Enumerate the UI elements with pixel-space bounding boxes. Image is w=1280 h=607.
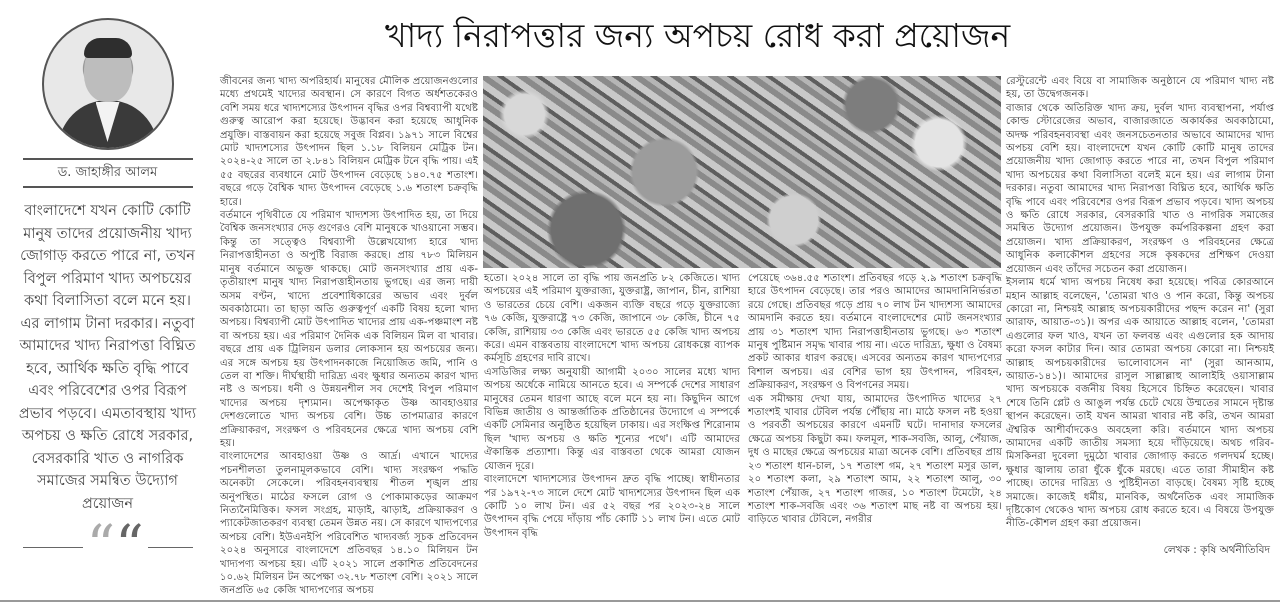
author-sidebar [0, 18, 215, 579]
pull-quote: বাংলাদেশে যখন কোটি কোটি মানুষ তাদের প্রয়োজনীয় খাদ্য জোগাড় করতে পারে না, তখন বিপুল পরিমাণ খাদ্য অপচয়ের কথা বিলাসিতা বলে মনে হয়। এর লাগাম টানা দরকার। নতুবা আমাদের খাদ্য নিরাপত্তা বিঘ্নিত হবে, আর্থিক ক্ষতি বৃদ্ধি পাবে এবং পরিবেশের ওপর বিরূপ প্রভাব পড়বে। এমতাবস্থায় খাদ্য অপচয় ও ক্ষতি রোধে সরকার, বেসরকারি খাত ও নাগরিক সমাজের সমন্বিত উদ্যোগ প্রয়োজন [18, 203, 197, 512]
quote-marks-icon: ““ [83, 519, 148, 569]
article-column-4 [1006, 75, 1274, 557]
paragraph: ইসলাম ধর্মে খাদ্য অপচয় নিষেধ করা হয়েছে। পবিত্র কোরআনে মহান আল্লাহ বলেছেন, 'তোমরা খাও ও পান করো, কিন্তু অপচয় কোরো না, নিশ্চয়ই আল্লাহ অপচয়কারীদের পছন্দ করেন না' (সুরা আরাফ, আয়াত-৩১)। অপর এক আয়াতে আল্লাহ বলেন, 'তোমরা এগুলোর ফল খাও, যখন তা ফলবন্ত এবং এগুলোর হক আদায় করো ফসল কাটার দিন। আর তোমরা অপচয় কোরো না। নিশ্চয়ই আল্লাহ অপচয়কারীদের ভালোবাসেন না' (সুরা আনআম, আয়াত-১৪১)। আমাদের রাসুল সাল্লাল্লাহু আলাইহি ওয়াসাল্লাম খাদ্য অপচয়কে বর্জনীয় বিষয় হিসেবে চিহ্নিত করেছেন। খাবার শেষে তিনি প্লেট ও আঙুল পর্যন্ত চেটে খেয়ে উম্মতের সামনে দৃষ্টান্ত স্থাপন করেছেন। তাই যখন আমরা খাবার নষ্ট করি, তখন আমরা ঐশ্বরিক আশীর্বাদকেও অবহেলা করি। বর্তমানে খাদ্য অপচয় আমাদের একটি জাতীয় সমস্যা হয়ে দাঁড়িয়েছে। অথচ গরিব-মিসকিনরা দুবেলা দুমুঠো খাবার জোগাড় করতে গলদঘর্ম হচ্ছে। ক্ষুধার জ্বালায় তারা ধুঁকে ধুঁকে মরছে। এতে তারা সীমাহীন কষ্ট পাচ্ছে। তাদের দারিদ্র্য ও পুষ্টিহীনতা বাড়ছে। বৈষম্য সৃষ্টি হচ্ছে সমাজে। কাজেই ধর্মীয়, মানবিক, অর্থনৈতিক এবং সামাজিক দৃষ্টিকোণ থেকেও খাদ্য অপচয় রোধ করতে হবে। এ বিষয়ে উপযুক্ত নীতি-কৌশল গ্রহণ করা প্রয়োজন। [1006, 277, 1274, 530]
paragraph: বর্তমানে পৃথিবীতে যে পরিমাণ খাদ্যশস্য উৎপাদিত হয়, তা দিয়ে বৈশ্বিক জনসংখ্যার দেড় গুণেরও বেশি মানুষকে খাওয়ানো সম্ভব। কিন্তু তা সত্ত্বেও বিশ্বব্যাপী উল্লেখযোগ্য হারে খাদ্য নিরাপত্তাহীনতা ও অপুষ্টি বিরাজ করছে। প্রায় ৭৮৩ মিলিয়ন মানুষ বর্তমানে অভুক্ত থাকছে। মোট জনসংখ্যার প্রায় এক-তৃতীয়াংশ মানুষ খাদ্য নিরাপত্তাহীনতায় ভুগছে। এর জন্য দায়ী অসম বণ্টন, খাদ্যে প্রবেশাধিকারের অভাব এবং দুর্বল অবকাঠামো। তা ছাড়া অতি গুরুত্বপূর্ণ একটি বিষয় হলো খাদ্য অপচয়। বিশ্বব্যাপী মোট উৎপাদিত খাদ্যের প্রায় এক-পঞ্চমাংশ নষ্ট বা অপচয় হয়। এর পরিমাণ দৈনিক এক বিলিয়ন মিল বা খাবার। বছরে প্রায় এক ট্রিলিয়ন ডলার লোকসান হয় অপচয়ের জন্য। এর সঙ্গে অপচয় হয় উৎপাদনকাজে নিয়োজিত জমি, পানি ও তেল বা শক্তি। দীর্ঘস্থায়ী দারিদ্র্য এবং ক্ষুধার অন্যতম কারণ খাদ্য নষ্ট ও অপচয়। ধনী ও উন্নয়নশীল সব দেশেই বিপুল পরিমাণ খাদ্যের অপচয় দৃশ্যমান। অপেক্ষাকৃত উষ্ণ আবহাওয়ার দেশগুলোতে খাদ্য অপচয় বেশি। উচ্চ তাপমাত্রার কারণে প্রক্রিয়াকরণ, সংরক্ষণ ও পরিবহনের ক্ষেত্রে খাদ্য অপচয় বেশি হয়। [220, 210, 478, 449]
paragraph: বাংলাদেশের আবহাওয়া উষ্ণ ও আর্দ্র। এখানে খাদ্যের পচনশীলতা তুলনামূলকভাবে বেশি। খাদ্য সংরক্ষণ পদ্ধতি অনেকটা সেকেলে। পরিবহনব্যবস্থায় শীতল শৃঙ্খল প্রায় অনুপস্থিত। মাঠের ফসলে রোগ ও পোকামাকড়ের আক্রমণ নিত্যনৈমিত্তিক। ফসল সংগ্রহ, মাড়াই, ঝাড়াই, প্রক্রিয়াকরণ ও প্যাকেটজাতকরণ ব্যবস্থা তেমন উন্নত নয়। সে কারণে খাদ্যপণ্যের অপচয় বেশি। ইউএনইপি পরিবেশিত খাদ্যবর্জ্য সূচক প্রতিবেদন ২০২৪ অনুসারে বাংলাদেশে প্রতিবছর ১৪.১০ মিলিয়ন টন খাদ্যপণ্য অপচয় হয়। এটি ২০২১ সালে প্রকাশিত প্রতিবেদনের ১০.৬২ মিলিয়ন টন অপেক্ষা ৩২.৭৮ শতাংশ বেশি। ২০২১ সালে জনপ্রতি ৬৫ কেজি খাদ্যপণ্যের অপচয় [220, 451, 478, 597]
author-byline: লেখক : কৃষি অর্থনীতিবিদ [1163, 543, 1270, 556]
paragraph: জীবনের জন্য খাদ্য অপরিহার্য। মানুষের মৌলিক প্রয়োজনগুলোর মধ্যে প্রথমেই খাদ্যের অবস্থান। সে কারণে বিগত অর্ধশতকেরও বেশি সময় ধরে খাদ্যশস্যের উৎপাদন বৃদ্ধির ওপর বিশ্বব্যাপী যথেষ্ট গুরুত্ব আরোপ করা হয়েছে। উদ্ভাবন করা হয়েছে আধুনিক প্রযুক্তি। বাস্তবায়ন করা হয়েছে সবুজ বিপ্লব। ১৯৭১ সালে বিশ্বের মোট খাদ্যশস্যের উৎপাদন ছিল ১.১৮ বিলিয়ন মেট্রিক টন। ২০২৪-২৫ সালে তা ২.৮৪১ বিলিয়ন মেট্রিক টনে বৃদ্ধি পায়। এই ৫৫ বছরের ব্যবধানে মোট উৎপাদন বেড়েছে ১৪০.৭৫ শতাংশ। বছরে গড়ে বৈশ্বিক খাদ্য উৎপাদন বেড়েছে ১.৬ শতাংশ চক্রবৃদ্ধি হারে। [220, 76, 478, 208]
headline: খাদ্য নিরাপত্তার জন্য অপচয় রোধ করা প্রয়োজন [385, 16, 1011, 55]
article-column-2 [484, 272, 740, 540]
paragraph: এক সমীক্ষায় দেখা যায়, আমাদের উৎপাদিত খাদ্যের ২৭ শতাংশই খাবার টেবিল পর্যন্ত পৌঁছায় না। মাঠে ফসল নষ্ট হওয়া ও পরবর্তী অপচয়ের কারণে এমনটি ঘটে। দানাদার ফসলের ক্ষেত্রে অপচয় কিছুটা কম। ফলমূল, শাক-সবজি, আলু, পেঁয়াজ, দুধ ও মাছের ক্ষেত্রে অপচয়ের মাত্রা অনেক বেশি। প্রতিবছর প্রায় ২৩ শতাংশ ধান-চাল, ১৭ শতাংশ গম, ২৭ শতাংশ মসুর ডাল, ২০ শতাংশ কলা, ২৯ শতাংশ আম, ২২ শতাংশ আলু, ৩০ শতাংশ পেঁয়াজ, ২৭ শতাংশ গাজর, ১০ শতাংশ টমেটো, ২৪ শতাংশ শাক-সবজি এবং ৩৬ শতাংশ মাছ নষ্ট বা অপচয় হয়। বাড়িতে খাবার টেবিলে, নগরীর [748, 393, 1002, 526]
paragraph: হতো। ২০২৪ সালে তা বৃদ্ধি পায় জনপ্রতি ৮২ কেজিতে। খাদ্য অপচয়ের এই পরিমাণ যুক্তরাজ্য, যুক্তরাষ্ট্র, জাপান, চীন, রাশিয়া ও ভারতের চেয়ে বেশি। একজন ব্যক্তি বছরে গড়ে যুক্তরাজ্যে ৭৬ কেজি, যুক্তরাষ্ট্রে ৭৩ কেজি, জাপানে ৩৮ কেজি, চীনে ৭৫ কেজি, রাশিয়ায় ৩৩ কেজি এবং ভারতে ৫৫ কেজি খাদ্য অপচয় করে। এমন বাস্তবতায় বাংলাদেশে খাদ্য অপচয় রোধকল্পে ব্যাপক কর্মসূচি গ্রহণের দাবি রাখে। [484, 273, 740, 365]
divider [23, 186, 193, 188]
article-column-1 [220, 75, 478, 598]
paragraph: পেয়েছে ৩৬৪.৫৫ শতাংশ। প্রতিবছর গড়ে ২.৯ শতাংশ চক্রবৃদ্ধি হারে উৎপাদন বেড়েছে। তার পরও আমাদের আমদানিনির্ভরতা রয়ে গেছে। প্রতিবছর গড়ে প্রায় ৭০ লাখ টন খাদ্যশস্য আমাদের আমদানি করতে হয়। বর্তমানে বাংলাদেশের মোট জনসংখ্যার প্রায় ৩১ শতাংশ খাদ্য নিরাপত্তাহীনতায় ভুগছে। ৬৩ শতাংশ মানুষ পুষ্টিমান সমৃদ্ধ খাবার পায় না। এতে দারিদ্র্য, ক্ষুধা ও বৈষম্য প্রকট আকার ধারণ করছে। এসবের অন্যতম কারণ খাদ্যপণ্যের বিশাল অপচয়। এর বেশির ভাগ হয় উৎপাদন, পরিবহন, প্রক্রিয়াকরণ, সংরক্ষণ ও বিপণনের সময়। [748, 273, 1002, 392]
author-photo [42, 18, 174, 150]
paragraph: এসডিজির লক্ষ্য অনুযায়ী আগামী ২০৩০ সালের মধ্যে খাদ্য অপচয় অর্ধেকে নামিয়ে আনতে হবে। এ সম্পর্কে দেশের সাধারণ মানুষের তেমন ধারণা আছে বলে মনে হয় না। কিছুদিন আগে বিভিন্ন জাতীয় ও আন্তর্জাতিক প্রতিষ্ঠানের উদ্যোগে এ সম্পর্কে একটি সেমিনার অনুষ্ঠিত হয়েছিল ঢাকায়। এর সংক্ষিপ্ত শিরোনাম ছিল 'খাদ্য অপচয় ও ক্ষতি শূন্যের পথে'। এটি আমাদের ঐকান্তিক প্রত্যাশা। কিন্তু এর বাস্তবতা থেকে আমরা যোজন যোজন দূরে। [484, 366, 740, 472]
divider [23, 158, 193, 160]
paragraph: বাজার থেকে অতিরিক্ত খাদ্য ক্রয়, দুর্বল খাদ্য ব্যবস্থাপনা, পর্যাপ্ত কোল্ড স্টোরেজের অভাব, বাজারজাতে অকার্যকর অবকাঠামো, অদক্ষ পরিবহনব্যবস্থা এবং জনসচেতনতার অভাবে আমাদের খাদ্য অপচয় বেশি হয়। বাংলাদেশে যখন কোটি কোটি মানুষ তাদের প্রয়োজনীয় খাদ্য জোগাড় করতে পারে না, তখন বিপুল পরিমাণ খাদ্য অপচয়ের কথা বিলাসিতা বলেই মনে হয়। এর লাগাম টানা দরকার। নতুবা আমাদের খাদ্য নিরাপত্তা বিঘ্নিত হবে, আর্থিক ক্ষতি বৃদ্ধি পাবে এবং পরিবেশের ওপর বিরূপ প্রভাব পড়বে। খাদ্য অপচয় ও ক্ষতি রোধে সরকার, বেসরকারি খাত ও নাগরিক সমাজের সমন্বিত উদ্যোগ প্রয়োজন। উপযুক্ত কর্মপরিকল্পনা গ্রহণ করা প্রয়োজন। খাদ্য প্রক্রিয়াকরণ, সংরক্ষণ ও পরিবহনের ক্ষেত্রে আধুনিক কলাকৌশল গ্রহণের সঙ্গে কৃষকদের প্রশিক্ষণ দেওয়া প্রয়োজন এবং তাঁদের সচেতন করা প্রয়োজন। [1006, 102, 1274, 275]
article-column-3 [748, 272, 1002, 527]
author-name: ড. জাহাঙ্গীর আলম [57, 165, 158, 180]
food-waste-photo [483, 76, 1001, 268]
paragraph: রেস্টুরেন্টে এবং বিয়ে বা সামাজিক অনুষ্ঠানে যে পরিমাণ খাদ্য নষ্ট হয়, তা উদ্বেগজনক। [1006, 76, 1274, 101]
divider [0, 600, 1280, 602]
paragraph: বাংলাদেশে খাদ্যশস্যের উৎপাদন দ্রুত বৃদ্ধি পাচ্ছে। স্বাধীনতার পর ১৯৭২-৭৩ সালে দেশে মোট খাদ্যশস্যের উৎপাদন ছিল এক কোটি ১০ লাখ টন। এর ৫২ বছর পর ২০২৩-২৪ সালে উৎপাদন বৃদ্ধি পেয়ে দাঁড়ায় পাঁচ কোটি ১১ লাখ টন। এতে মোট উৎপাদন বৃদ্ধি [484, 474, 740, 539]
quote-ornament [23, 514, 193, 579]
